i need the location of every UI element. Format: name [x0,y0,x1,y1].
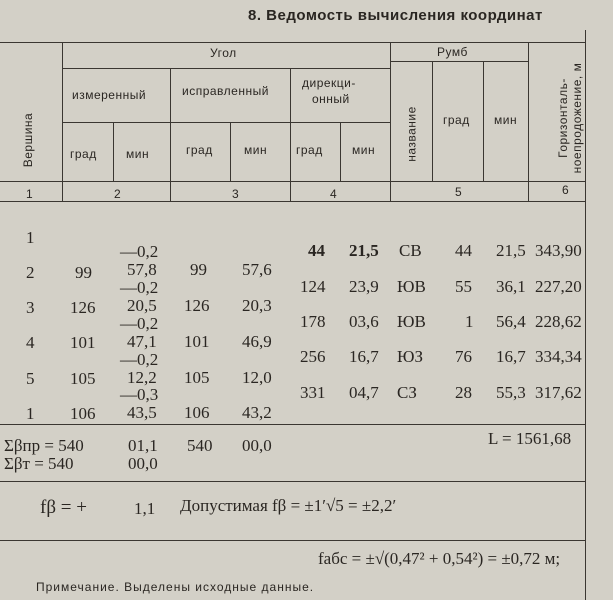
header-deg: град [70,147,97,161]
rumb-min: 36,1 [496,277,526,296]
col-number: 4 [330,187,338,201]
header-direction-1: дирекци- [302,76,356,90]
corrected-min: 57,6 [242,260,272,279]
measured-deg: 105 [70,369,96,388]
corrected-min: 20,3 [242,296,272,315]
rumb-name: СЗ [397,383,417,402]
header-horizontal [556,56,584,180]
measured-deg: 99 [75,263,92,282]
rumb-min: 55,3 [496,383,526,402]
f-beta-label: fβ = + [40,497,87,518]
perimeter: L = 1561,68 [488,429,572,448]
col-divider [290,68,291,202]
corrected-deg: 99 [190,260,207,279]
rumb-name: ЮЗ [397,347,423,366]
corrected-deg: 101 [184,332,210,351]
measured-deg: 101 [70,333,96,352]
rumb-min: 21,5 [496,241,526,260]
horizontal-length: 317,62 [535,383,582,402]
rumb-min: 16,7 [496,347,526,366]
vertex-cell: 1 [26,228,35,247]
direction-min: 16,7 [349,347,379,366]
rumb-deg: 1 [465,312,474,331]
direction-min: 21,5 [349,241,379,260]
header-direction-2: онный [312,92,350,106]
vertex-cell: 5 [26,369,35,388]
direction-min: 03,6 [349,312,379,331]
measured-min: 20,5 [127,296,157,315]
col-divider [170,68,171,202]
correction: —0,2 [120,350,159,369]
vertex-cell: 2 [26,263,35,282]
direction-min: 23,9 [349,277,379,296]
corrected-deg: 126 [184,296,210,315]
col-number: 1 [26,187,34,201]
col-divider [390,42,391,202]
table-top-border [0,42,585,43]
corrected-deg: 105 [184,368,210,387]
header-horizontal-2: ное [570,151,584,174]
rumb-deg: 44 [455,241,472,260]
header-rumb-name: название [404,106,419,162]
abs-divider [0,540,585,541]
col-number: 6 [562,183,570,197]
header-horizontal-1: Горизонталь- [556,78,570,158]
vertex-cell: 1 [26,404,35,423]
rumb-name: ЮВ [397,277,426,296]
direction-min: 04,7 [349,383,379,402]
sum-corrected-deg: 540 [187,436,213,455]
rumb-deg: 76 [455,347,472,366]
correction: —0,2 [120,242,159,261]
header-measured: измеренный [72,88,147,102]
measured-min: 12,2 [127,368,157,387]
direction-deg: 124 [300,277,326,296]
col-divider [62,42,63,202]
col-divider [528,42,529,202]
horizontal-length: 227,20 [535,277,582,296]
sum-corrected-min: 00,0 [242,436,272,455]
col-number: 3 [232,187,240,201]
f-beta-allowed: Допустимая fβ = ±1′√5 = ±2,2′ [180,496,397,515]
correction: —0,2 [120,314,159,333]
sum-theoretical: Σβт = 540 [4,454,74,473]
rumb-min: 56,4 [496,312,526,331]
header-corrected: исправленный [182,84,269,98]
rumb-deg: 55 [455,277,472,296]
horizontal-length: 343,90 [535,241,582,260]
sum-theoretical-min: 00,0 [128,454,158,473]
header-min: мин [244,143,268,157]
misclosure-divider [0,481,585,482]
corrected-min: 43,2 [242,403,272,422]
col-divider [432,61,433,182]
header-deg: град [296,143,323,157]
col-number: 5 [455,185,463,199]
measured-deg: 126 [70,298,96,317]
header-horizontal-3: продожение, м [570,62,584,152]
header-vertex: Вершина [21,112,35,168]
header-deg: град [443,113,470,127]
header-deg: град [186,143,213,157]
direction-deg: 178 [300,312,326,331]
col-number: 2 [114,187,122,201]
page-title: 8. Ведомость вычисления координат [248,7,543,24]
col-number-line [0,201,585,202]
sum-divider [0,424,585,425]
angle-group-line [62,68,390,69]
header-angle: Угол [210,46,237,60]
correction: —0,2 [120,278,159,297]
col-divider [340,122,341,182]
header-min: мин [126,147,150,161]
direction-deg: 331 [300,383,326,402]
rumb-group-line [390,61,528,62]
f-beta-value: 1,1 [134,499,156,518]
corrected-min: 12,0 [242,368,272,387]
measured-deg: 106 [70,404,96,423]
corrected-min: 46,9 [242,332,272,351]
correction: —0,3 [120,385,159,404]
sum-practical: Σβпр = 540 [4,436,84,455]
rumb-name: ЮВ [397,312,426,331]
corrected-deg: 106 [184,403,210,422]
f-abs: fабс = ±√(0,47² + 0,54²) = ±0,72 м; [318,549,561,568]
header-min: мин [494,113,518,127]
horizontal-length: 334,34 [535,347,582,366]
header-min: мин [352,143,376,157]
table-right-border [585,30,586,600]
col-divider [230,122,231,182]
rumb-name: СВ [399,241,422,260]
direction-deg: 256 [300,347,326,366]
vertex-cell: 4 [26,333,35,352]
horizontal-length: 228,62 [535,312,582,331]
measured-min: 47,1 [127,332,157,351]
measured-min: 57,8 [127,260,157,279]
col-divider [483,61,484,182]
sum-practical-min: 01,1 [128,436,158,455]
measured-min: 43,5 [127,403,157,422]
rumb-deg: 28 [455,383,472,402]
col-divider [113,122,114,182]
footnote: Примечание. Выделены исходные данные. [36,580,315,594]
vertex-cell: 3 [26,298,35,317]
header-bottom-line [0,181,585,182]
header-rumb: Румб [437,45,468,59]
direction-deg: 44 [308,241,325,260]
